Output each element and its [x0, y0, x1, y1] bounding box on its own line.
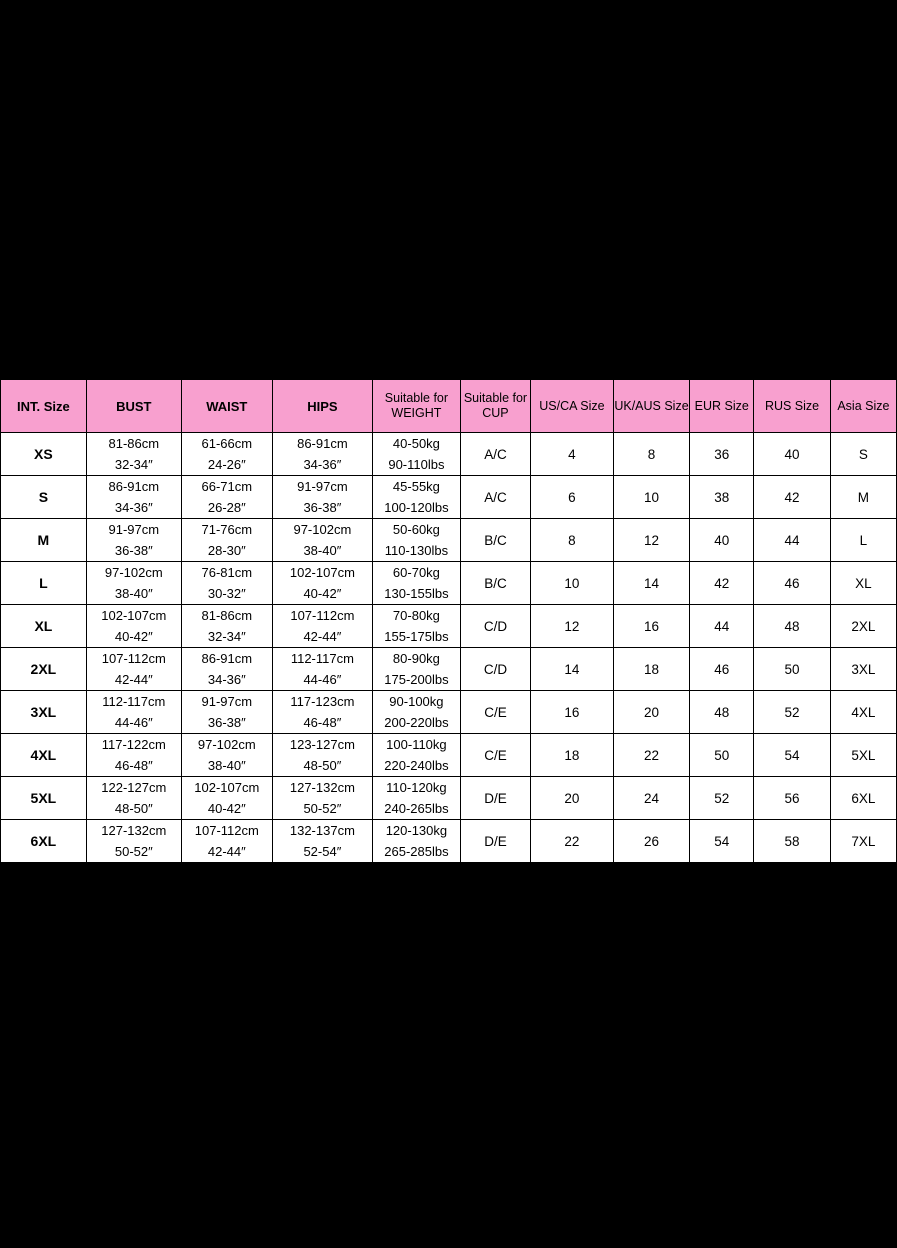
cell-eur-size: 38: [690, 476, 754, 519]
table-row: [1, 734, 897, 756]
cell-weight-lbs: 200-220lbs: [373, 712, 461, 734]
cell-weight-kg: 110-120kg: [373, 777, 461, 799]
cell-bust-cm: 97-102cm: [86, 562, 181, 584]
table-row: [1, 605, 897, 627]
cell-eur-size: 36: [690, 433, 754, 476]
cell-cup: D/E: [460, 820, 530, 863]
cell-bust-in: 46-48″: [86, 755, 181, 777]
cell-int-size: L: [1, 562, 87, 605]
cell-uk-aus-size: 18: [613, 648, 689, 691]
column-header-rus-size: RUS Size: [754, 380, 830, 433]
cell-eur-size: 52: [690, 777, 754, 820]
cell-bust-in: 32-34″: [86, 454, 181, 476]
cell-bust-cm: 91-97cm: [86, 519, 181, 541]
cell-us-ca-size: 10: [531, 562, 614, 605]
cell-bust-in: 34-36″: [86, 497, 181, 519]
cell-hips-in: 42-44″: [272, 626, 372, 648]
cell-hips-cm: 91-97cm: [272, 476, 372, 498]
cell-asia-size: 6XL: [830, 777, 896, 820]
cell-uk-aus-size: 16: [613, 605, 689, 648]
cell-int-size: XL: [1, 605, 87, 648]
cell-rus-size: 56: [754, 777, 830, 820]
cell-weight-lbs: 90-110lbs: [373, 454, 461, 476]
cell-bust-in: 50-52″: [86, 841, 181, 863]
cell-cup: A/C: [460, 433, 530, 476]
cell-hips-cm: 107-112cm: [272, 605, 372, 627]
cell-eur-size: 48: [690, 691, 754, 734]
cell-cup: D/E: [460, 777, 530, 820]
cell-cup: B/C: [460, 519, 530, 562]
cell-cup: A/C: [460, 476, 530, 519]
cell-int-size: 2XL: [1, 648, 87, 691]
cell-cup: C/E: [460, 691, 530, 734]
cell-hips-in: 50-52″: [272, 798, 372, 820]
cell-hips-in: 34-36″: [272, 454, 372, 476]
table-body: [1, 433, 897, 863]
table-row: [1, 476, 897, 498]
cell-bust-cm: 86-91cm: [86, 476, 181, 498]
cell-hips-cm: 97-102cm: [272, 519, 372, 541]
cell-rus-size: 50: [754, 648, 830, 691]
cell-weight-lbs: 155-175lbs: [373, 626, 461, 648]
cell-waist-cm: 66-71cm: [181, 476, 272, 498]
table-row: [1, 433, 897, 455]
cell-waist-in: 42-44″: [181, 841, 272, 863]
cell-weight-kg: 60-70kg: [373, 562, 461, 584]
column-header-waist: WAIST: [181, 380, 272, 433]
column-header-int-size: INT. Size: [1, 380, 87, 433]
size-conversion-table: [0, 379, 897, 863]
cell-hips-cm: 123-127cm: [272, 734, 372, 756]
cell-waist-in: 24-26″: [181, 454, 272, 476]
cell-eur-size: 42: [690, 562, 754, 605]
cell-int-size: 5XL: [1, 777, 87, 820]
cell-bust-in: 44-46″: [86, 712, 181, 734]
cell-int-size: 3XL: [1, 691, 87, 734]
cell-uk-aus-size: 22: [613, 734, 689, 777]
cell-waist-in: 26-28″: [181, 497, 272, 519]
column-header-asia-size: Asia Size: [830, 380, 896, 433]
cell-eur-size: 46: [690, 648, 754, 691]
column-header-hips: HIPS: [272, 380, 372, 433]
cell-us-ca-size: 4: [531, 433, 614, 476]
cell-waist-in: 32-34″: [181, 626, 272, 648]
cell-waist-in: 34-36″: [181, 669, 272, 691]
cell-weight-kg: 120-130kg: [373, 820, 461, 842]
cell-bust-in: 40-42″: [86, 626, 181, 648]
column-header-cup: Suitable for CUP: [460, 380, 530, 433]
cell-us-ca-size: 6: [531, 476, 614, 519]
table-header-row: [1, 380, 897, 433]
table-row: [1, 562, 897, 584]
cell-eur-size: 54: [690, 820, 754, 863]
cell-waist-cm: 61-66cm: [181, 433, 272, 455]
cell-waist-cm: 97-102cm: [181, 734, 272, 756]
cell-bust-cm: 107-112cm: [86, 648, 181, 670]
size-chart-container: [0, 379, 897, 863]
cell-cup: C/E: [460, 734, 530, 777]
cell-asia-size: 5XL: [830, 734, 896, 777]
table-row: [1, 691, 897, 713]
cell-asia-size: L: [830, 519, 896, 562]
cell-weight-kg: 100-110kg: [373, 734, 461, 756]
cell-waist-in: 40-42″: [181, 798, 272, 820]
cell-cup: B/C: [460, 562, 530, 605]
cell-us-ca-size: 12: [531, 605, 614, 648]
cell-weight-lbs: 175-200lbs: [373, 669, 461, 691]
column-header-us-ca-size: US/CA Size: [531, 380, 614, 433]
cell-waist-in: 30-32″: [181, 583, 272, 605]
column-header-weight: Suitable for WEIGHT: [373, 380, 461, 433]
cell-hips-in: 36-38″: [272, 497, 372, 519]
table-row: [1, 519, 897, 541]
cell-cup: C/D: [460, 605, 530, 648]
cell-uk-aus-size: 8: [613, 433, 689, 476]
cell-weight-kg: 90-100kg: [373, 691, 461, 713]
cell-bust-in: 36-38″: [86, 540, 181, 562]
cell-hips-in: 52-54″: [272, 841, 372, 863]
cell-rus-size: 44: [754, 519, 830, 562]
cell-weight-kg: 40-50kg: [373, 433, 461, 455]
cell-rus-size: 54: [754, 734, 830, 777]
table-header: [1, 380, 897, 433]
cell-hips-in: 38-40″: [272, 540, 372, 562]
cell-int-size: 6XL: [1, 820, 87, 863]
cell-hips-cm: 86-91cm: [272, 433, 372, 455]
cell-weight-kg: 45-55kg: [373, 476, 461, 498]
cell-asia-size: M: [830, 476, 896, 519]
cell-waist-cm: 71-76cm: [181, 519, 272, 541]
cell-eur-size: 44: [690, 605, 754, 648]
cell-weight-lbs: 220-240lbs: [373, 755, 461, 777]
cell-waist-cm: 91-97cm: [181, 691, 272, 713]
cell-hips-cm: 132-137cm: [272, 820, 372, 842]
cell-waist-cm: 102-107cm: [181, 777, 272, 799]
cell-eur-size: 40: [690, 519, 754, 562]
cell-waist-in: 28-30″: [181, 540, 272, 562]
cell-rus-size: 52: [754, 691, 830, 734]
cell-weight-lbs: 100-120lbs: [373, 497, 461, 519]
cell-hips-in: 44-46″: [272, 669, 372, 691]
cell-waist-cm: 107-112cm: [181, 820, 272, 842]
cell-weight-lbs: 130-155lbs: [373, 583, 461, 605]
cell-weight-lbs: 110-130lbs: [373, 540, 461, 562]
cell-uk-aus-size: 12: [613, 519, 689, 562]
column-header-bust: BUST: [86, 380, 181, 433]
cell-asia-size: 3XL: [830, 648, 896, 691]
cell-rus-size: 58: [754, 820, 830, 863]
table-row: [1, 648, 897, 670]
cell-int-size: M: [1, 519, 87, 562]
cell-asia-size: XL: [830, 562, 896, 605]
cell-uk-aus-size: 20: [613, 691, 689, 734]
cell-hips-in: 40-42″: [272, 583, 372, 605]
cell-waist-in: 36-38″: [181, 712, 272, 734]
cell-bust-cm: 102-107cm: [86, 605, 181, 627]
cell-uk-aus-size: 10: [613, 476, 689, 519]
cell-waist-cm: 81-86cm: [181, 605, 272, 627]
cell-int-size: XS: [1, 433, 87, 476]
column-header-uk-aus-size: UK/AUS Size: [613, 380, 689, 433]
cell-rus-size: 42: [754, 476, 830, 519]
cell-weight-kg: 70-80kg: [373, 605, 461, 627]
column-header-eur-size: EUR Size: [690, 380, 754, 433]
cell-int-size: S: [1, 476, 87, 519]
cell-bust-cm: 122-127cm: [86, 777, 181, 799]
cell-rus-size: 46: [754, 562, 830, 605]
cell-weight-lbs: 265-285lbs: [373, 841, 461, 863]
cell-hips-cm: 127-132cm: [272, 777, 372, 799]
cell-asia-size: 2XL: [830, 605, 896, 648]
cell-uk-aus-size: 14: [613, 562, 689, 605]
cell-hips-in: 46-48″: [272, 712, 372, 734]
cell-hips-cm: 112-117cm: [272, 648, 372, 670]
cell-int-size: 4XL: [1, 734, 87, 777]
cell-bust-cm: 81-86cm: [86, 433, 181, 455]
cell-bust-in: 48-50″: [86, 798, 181, 820]
cell-cup: C/D: [460, 648, 530, 691]
table-row: [1, 777, 897, 799]
cell-bust-cm: 117-122cm: [86, 734, 181, 756]
cell-uk-aus-size: 26: [613, 820, 689, 863]
cell-waist-in: 38-40″: [181, 755, 272, 777]
cell-uk-aus-size: 24: [613, 777, 689, 820]
cell-weight-kg: 80-90kg: [373, 648, 461, 670]
cell-us-ca-size: 22: [531, 820, 614, 863]
cell-asia-size: 4XL: [830, 691, 896, 734]
cell-bust-in: 38-40″: [86, 583, 181, 605]
cell-waist-cm: 86-91cm: [181, 648, 272, 670]
cell-hips-cm: 102-107cm: [272, 562, 372, 584]
cell-eur-size: 50: [690, 734, 754, 777]
cell-hips-in: 48-50″: [272, 755, 372, 777]
cell-weight-lbs: 240-265lbs: [373, 798, 461, 820]
table-row: [1, 820, 897, 842]
cell-us-ca-size: 18: [531, 734, 614, 777]
cell-bust-cm: 112-117cm: [86, 691, 181, 713]
cell-us-ca-size: 8: [531, 519, 614, 562]
cell-waist-cm: 76-81cm: [181, 562, 272, 584]
cell-rus-size: 48: [754, 605, 830, 648]
cell-asia-size: S: [830, 433, 896, 476]
cell-asia-size: 7XL: [830, 820, 896, 863]
cell-us-ca-size: 14: [531, 648, 614, 691]
cell-us-ca-size: 16: [531, 691, 614, 734]
cell-rus-size: 40: [754, 433, 830, 476]
cell-bust-in: 42-44″: [86, 669, 181, 691]
cell-us-ca-size: 20: [531, 777, 614, 820]
cell-bust-cm: 127-132cm: [86, 820, 181, 842]
cell-weight-kg: 50-60kg: [373, 519, 461, 541]
cell-hips-cm: 117-123cm: [272, 691, 372, 713]
